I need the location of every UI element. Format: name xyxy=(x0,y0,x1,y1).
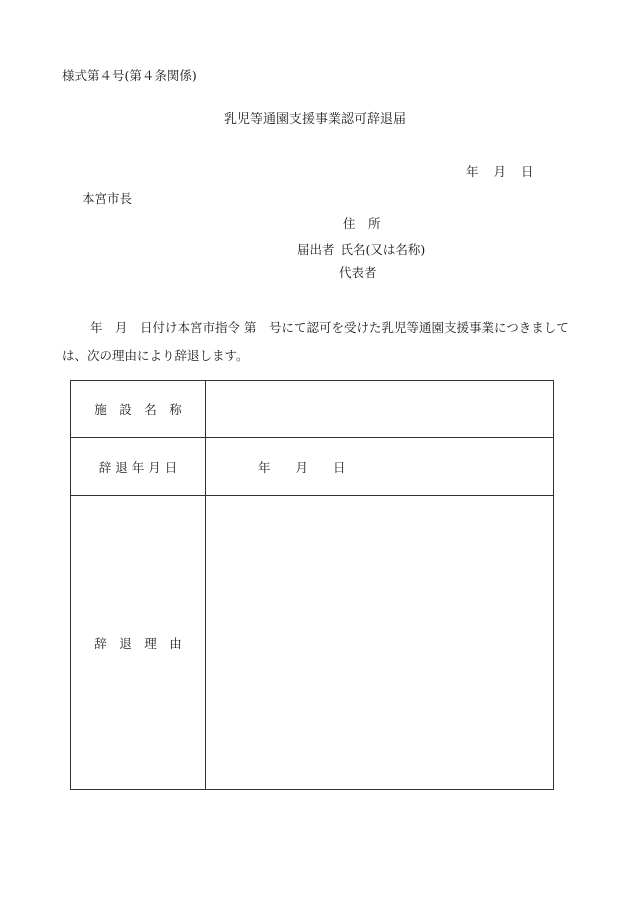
applicant-line xyxy=(297,240,425,258)
form-number: 様式第４号(第４条関係) xyxy=(62,68,197,83)
representative-label: 代表者 xyxy=(339,265,377,280)
withdrawal-reason-value xyxy=(206,496,554,790)
address-label: 住 所 xyxy=(343,216,381,231)
submission-date-line xyxy=(466,162,534,180)
withdrawal-date-label: 辞 退 年 月 日 xyxy=(71,438,206,496)
facility-name-value xyxy=(206,381,554,438)
name-label: 氏名(又は名称) xyxy=(340,242,426,257)
body-paragraph: 年 月 日付け本宮市指令 第 号にて認可を受けた乳児等通園支援事業につきましては、次の理由により辞退します。 xyxy=(62,320,569,363)
document-title: 乳児等通園支援事業認可辞退届 xyxy=(223,112,406,127)
recipient: 本宮市長 xyxy=(82,191,133,206)
withdrawal-form-table xyxy=(70,380,554,790)
date-month-label: 月 xyxy=(493,164,507,179)
date-day-label: 日 xyxy=(521,164,534,179)
submitter-label: 届出者 xyxy=(297,242,335,257)
withdrawal-reason-label: 辞 退 理 由 xyxy=(71,496,206,790)
facility-name-label: 施 設 名 称 xyxy=(71,381,206,438)
table-row xyxy=(71,496,554,790)
table-row xyxy=(71,381,554,438)
table-row xyxy=(71,438,554,496)
date-year-label: 年 xyxy=(466,164,479,179)
withdrawal-date-value: 年 月 日 xyxy=(206,438,554,496)
